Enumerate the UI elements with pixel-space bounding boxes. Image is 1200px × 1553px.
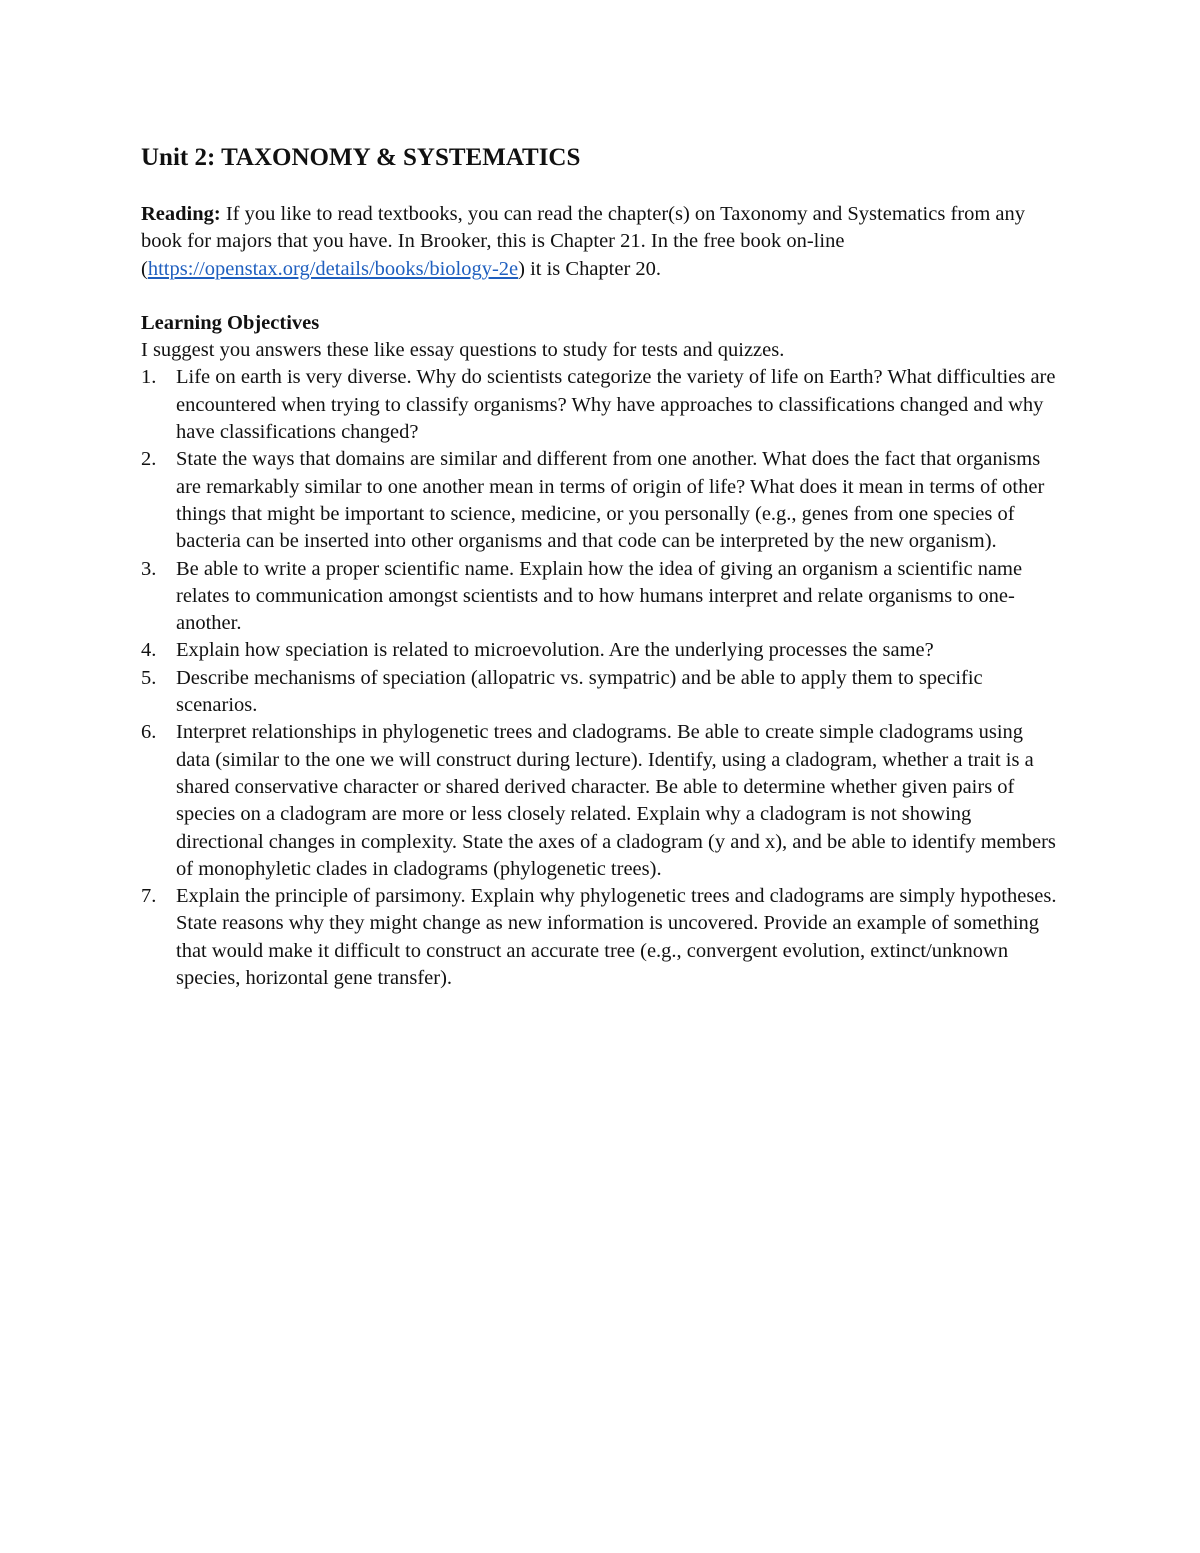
list-item-text: Interpret relationships in phylogenetic trees and cladograms. Be able to create simple cladograms using data (similar to the one we will construct during lecture). Identify, using a cladogram, whether a trait is a shared conservative character or shared derived character. Be able to determine whether given pairs of species on a cladogram are more or less closely related. Explain why a cladogram is not showing directional changes in complexity. State the axes of a cladogram (y and x), and be able to identify members of monophyletic clades in cladograms (phylogenetic trees). — [176, 721, 1056, 880]
reading-text-before-link: If you like to read textbooks, you can read the chapter(s) on Taxonomy and Systematics from any book for majors that you have. In Brooker, this is Chapter 21. In the free book on-line ( — [141, 203, 1026, 280]
list-item — [141, 883, 1061, 992]
list-item — [141, 364, 1061, 446]
list-item — [141, 665, 1061, 720]
list-item — [141, 637, 1061, 664]
list-item-number: 2. — [141, 448, 157, 471]
openstax-link[interactable]: https://openstax.org/details/books/biology-2e — [147, 257, 519, 280]
list-item-text: Explain how speciation is related to microevolution. Are the underlying processes the same? — [176, 639, 934, 662]
list-item-number: 5. — [141, 666, 157, 689]
learning-objectives-section — [141, 310, 1061, 992]
reading-text-after-link: ) it is Chapter 20. — [518, 257, 662, 280]
list-item-number: 7. — [141, 885, 157, 908]
document-page — [141, 141, 1061, 992]
objectives-list — [141, 364, 1061, 992]
learning-objectives-heading: Learning Objectives — [141, 311, 320, 334]
list-item-number: 6. — [141, 721, 157, 744]
reading-paragraph — [141, 201, 1061, 283]
list-item-number: 4. — [141, 639, 157, 662]
list-item — [141, 556, 1061, 638]
list-item-text: Describe mechanisms of speciation (allopatric vs. sympatric) and be able to apply them to specific scenarios. — [176, 666, 983, 717]
list-item-text: Be able to write a proper scientific name. Explain how the idea of giving an organism a scientific name relates to communication amongst scientists and to how humans interpret and relate organisms to one-another. — [176, 557, 1023, 635]
list-item-number: 3. — [141, 557, 157, 580]
learning-objectives-intro: I suggest you answers these like essay questions to study for tests and quizzes. — [141, 339, 785, 362]
list-item-number: 1. — [141, 366, 157, 389]
list-item — [141, 719, 1061, 883]
reading-label: Reading: — [141, 203, 221, 225]
list-item-text: Explain the principle of parsimony. Explain why phylogenetic trees and cladograms are simply hypotheses. State reasons why they might change as new information is uncovered. Provide an example of something that would make it difficult to construct an accurate tree (e.g., convergent evolution, extinct/unknown species, horizontal gene transfer). — [176, 885, 1057, 990]
list-item-text: State the ways that domains are similar and different from one another. What does the fact that organisms are remarkably similar to one another mean in terms of origin of life? What does it mean in terms of other things that might be important to science, medicine, or you personally (e.g., genes from one species of bacteria can be inserted into other organisms and that code can be interpreted by the new organism). — [176, 448, 1045, 553]
list-item — [141, 446, 1061, 555]
page-title: Unit 2: TAXONOMY & SYSTEMATICS — [141, 144, 581, 171]
list-item-text: Life on earth is very diverse. Why do scientists categorize the variety of life on Earth? What difficulties are encountered when trying to classify organisms? Why have approaches to classifications changed and why have classifications changed? — [176, 366, 1056, 444]
